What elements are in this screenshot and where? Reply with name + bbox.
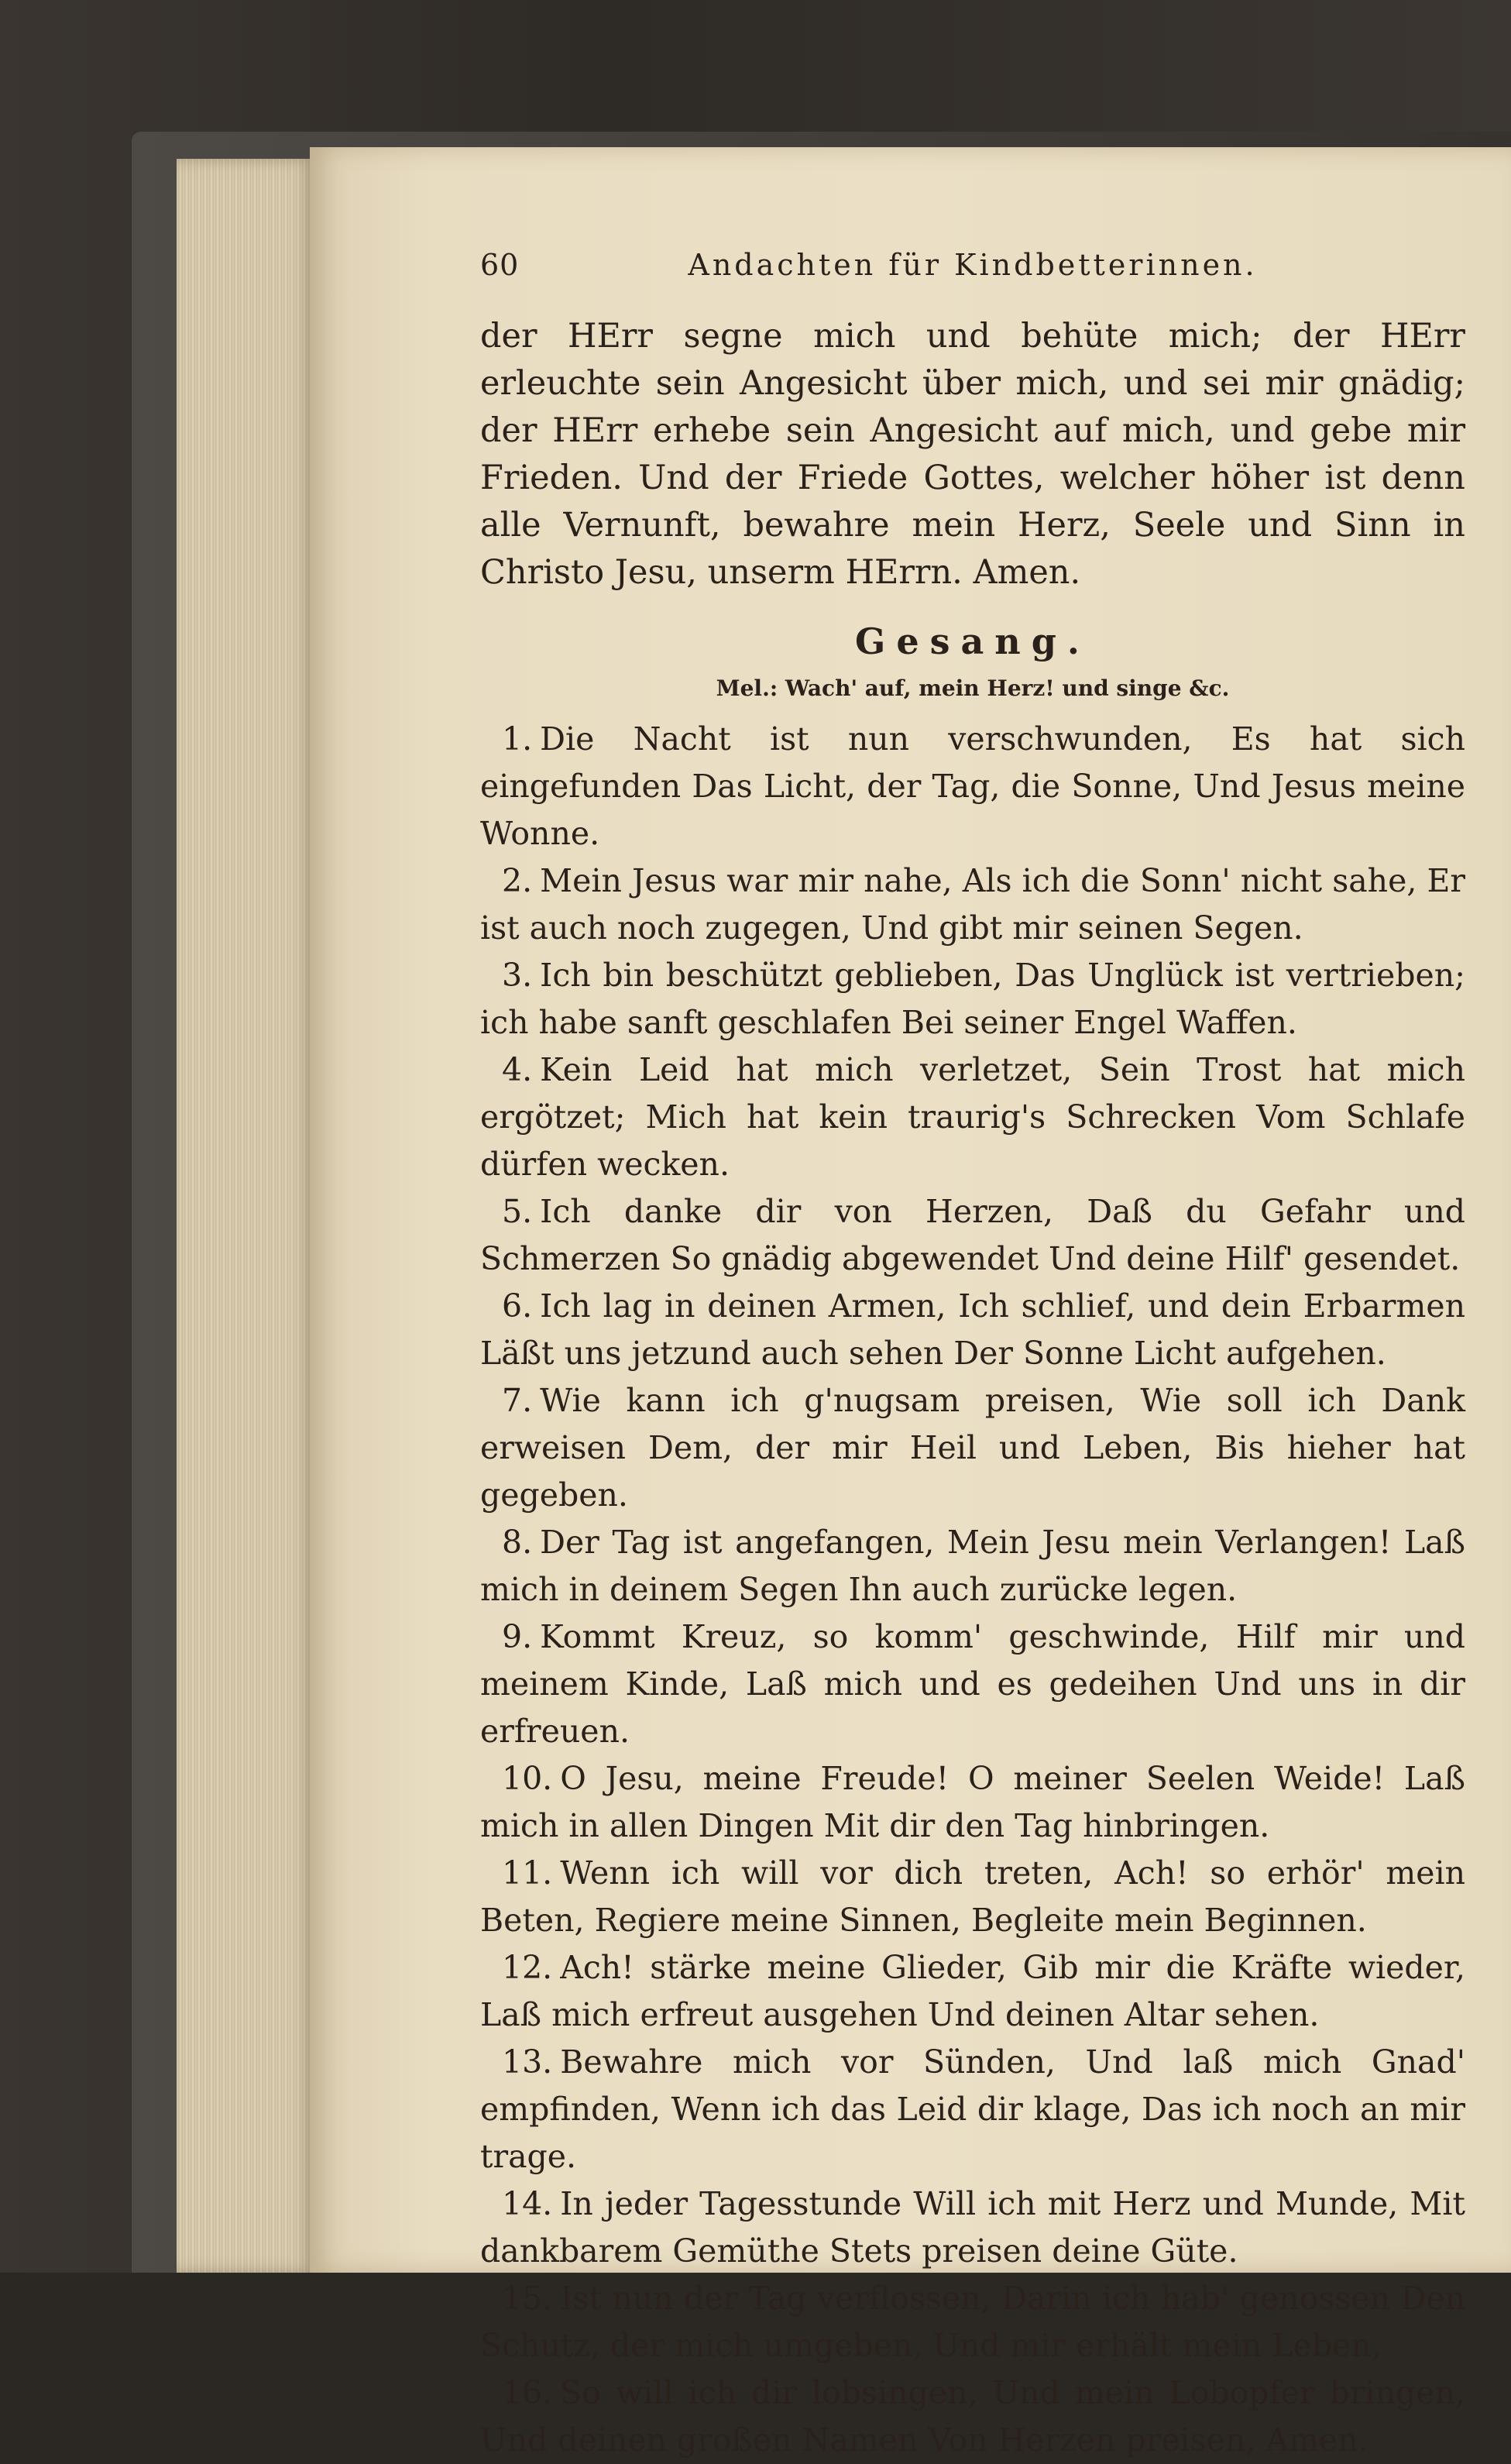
verse: [480, 2369, 1465, 2464]
verse-text: Wenn ich will vor dich treten, Ach! so erhör' mein Beten, Regiere meine Sinnen, Begleite mein Beginnen.: [480, 1854, 1465, 1939]
verse-number: 2.: [502, 862, 533, 899]
verse-text: Ach! stärke meine Glieder, Gib mir die Kräfte wieder, Laß mich erfreut ausgehen Und deinen Altar sehen.: [480, 1949, 1465, 2033]
verse-number: 11.: [502, 1854, 553, 1892]
prayer-closing: [480, 313, 1465, 596]
verse-number: 12.: [502, 1949, 553, 1986]
verse-text: Ich lag in deinen Armen, Ich schlief, und dein Erbarmen Läßt uns jetzund auch sehen Der Sonne Licht aufgehen.: [480, 1287, 1465, 1372]
verse: [480, 1944, 1465, 2039]
verse: [480, 1377, 1465, 1519]
verse: [480, 2180, 1465, 2275]
verse-number: 13.: [502, 2043, 553, 2081]
verse: [480, 952, 1465, 1046]
verse-number: 15.: [502, 2280, 553, 2317]
verse-text: Wie kann ich g'nugsam preisen, Wie soll ich Dank erweisen Dem, der mir Heil und Leben, Bis hieher hat gegeben.: [480, 1382, 1465, 1514]
verse-number: 9.: [502, 1618, 533, 1655]
prayer-text: der HErr segne mich und behüte mich; der HErr erleuchte sein Angesicht über mich, und sei mir gnädig; der HErr erhebe sein Angesicht auf mich, und gebe mir Frieden. Und der Friede Gottes, welcher höher ist denn alle Vernunft, bewahre mein Herz, Seele und Sinn in Christo Jesu, unserm HErrn. Amen.: [480, 317, 1465, 592]
hymn-verses: [480, 716, 1465, 2464]
verse: [480, 1755, 1465, 1850]
verse: [480, 857, 1465, 952]
verse-number: 14.: [502, 2185, 553, 2222]
page-text: [480, 248, 1465, 2464]
page-number: 60: [480, 248, 520, 282]
verse-number: 16.: [502, 2374, 553, 2411]
verse: [480, 2039, 1465, 2180]
verse-number: 3.: [502, 957, 533, 994]
running-head-title: Andachten für Kindbetterinnen.: [688, 248, 1258, 282]
verse-number: 10.: [502, 1760, 553, 1797]
verse-text: Ich bin beschützt geblieben, Das Unglück ist vertrieben; ich habe sanft geschlafen Bei seiner Engel Waffen.: [480, 957, 1465, 1041]
verse: [480, 716, 1465, 857]
verse-text: Die Nacht ist nun verschwunden, Es hat sich eingefunden Das Licht, der Tag, die Sonne, Und Jesus meine Wonne.: [480, 720, 1465, 852]
verse-text: Ist nun der Tag verflossen, Darin ich hab' genossen Den Schutz, der mich umgeben, Und mir erhält mein Leben,: [480, 2280, 1465, 2364]
song-title: Gesang.: [855, 620, 1090, 662]
running-head: [480, 248, 1465, 294]
verse: [480, 1519, 1465, 1613]
verse-text: So will ich dir lobsingen, Und mein Lobopfer bringen, Und deinen großen Namen Von Herzen preisen, Amen.: [480, 2374, 1465, 2459]
verse: [480, 1046, 1465, 1188]
verse: [480, 2275, 1465, 2369]
verse-text: Kein Leid hat mich verletzet, Sein Trost hat mich ergötzet; Mich hat kein traurig's Schrecken Vom Schlafe dürfen wecken.: [480, 1051, 1465, 1183]
melody-line: Mel.: Wach' auf, mein Herz! und singe &c.: [716, 675, 1230, 701]
verse-number: 4.: [502, 1051, 533, 1088]
verse-text: Mein Jesus war mir nahe, Als ich die Sonn' nicht sahe, Er ist auch noch zugegen, Und gibt mir seinen Segen.: [480, 862, 1465, 947]
verse: [480, 1188, 1465, 1283]
verse-text: Der Tag ist angefangen, Mein Jesu mein Verlangen! Laß mich in deinem Segen Ihn auch zurücke legen.: [480, 1524, 1465, 1608]
verse-text: Ich danke dir von Herzen, Daß du Gefahr und Schmerzen So gnädig abgewendet Und deine Hilf' gesendet.: [480, 1193, 1465, 1277]
verse-number: 7.: [502, 1382, 533, 1419]
verse-text: O Jesu, meine Freude! O meiner Seelen Weide! Laß mich in allen Dingen Mit dir den Tag hinbringen.: [480, 1760, 1465, 1844]
verse-number: 5.: [502, 1193, 533, 1230]
verse: [480, 1613, 1465, 1755]
verse-text: Bewahre mich vor Sünden, Und laß mich Gnad' empfinden, Wenn ich das Leid dir klage, Das ich noch an mir trage.: [480, 2043, 1465, 2175]
verse-number: 8.: [502, 1524, 533, 1561]
page-edges: [177, 159, 316, 2273]
verse: [480, 1283, 1465, 1377]
verse-text: Kommt Kreuz, so komm' geschwinde, Hilf mir und meinem Kinde, Laß mich und es gedeihen Und uns in dir erfreuen.: [480, 1618, 1465, 1750]
verse-text: In jeder Tagesstunde Will ich mit Herz und Munde, Mit dankbarem Gemüthe Stets preisen deine Güte.: [480, 2185, 1465, 2270]
verse-number: 6.: [502, 1287, 533, 1325]
verse: [480, 1850, 1465, 1944]
verse-number: 1.: [502, 720, 533, 758]
